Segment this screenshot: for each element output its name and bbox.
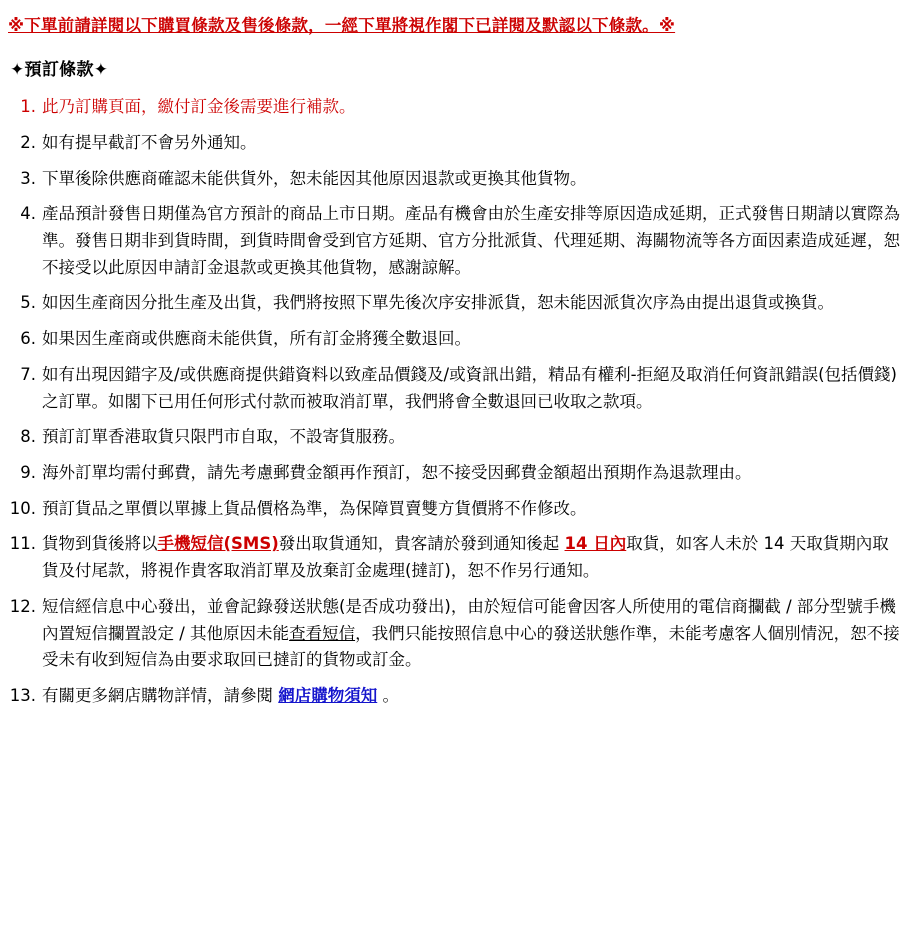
term-item bbox=[8, 594, 901, 674]
term-text: 預訂訂單香港取貨只限門市自取，不設寄貨服務。 bbox=[42, 427, 405, 447]
section-title: ✦預訂條款✦ bbox=[10, 60, 109, 81]
term-text: 下單後除供應商確認未能供貨外，恕未能因其他原因退款或更換其他貨物。 bbox=[42, 168, 587, 188]
term-item bbox=[8, 496, 901, 523]
term-text: 預訂貨品之單價以單據上貨品價格為準，為保障買賣雙方貨價將不作修改。 bbox=[42, 498, 587, 518]
term-text: 海外訂單均需付郵費，請先考慮郵費金額再作預訂，恕不接受因郵費金額超出預期作為退款理由。 bbox=[42, 463, 752, 482]
term-text: 如果因生產商或供應商未能供貨，所有訂金將獲全數退回。 bbox=[42, 329, 471, 349]
term-item bbox=[8, 424, 901, 451]
shopping-guide-link[interactable]: 網店購物須知 bbox=[278, 686, 378, 706]
term-item bbox=[8, 362, 901, 415]
highlight-text: 手機短信(SMS) bbox=[157, 534, 279, 554]
term-text: 短信經信息中心發出，並會記錄發送狀態(是否成功發出)，由於短信可能會因客人所使用的電信商攔截 / 部分型號手機內置短信攔置設定 / 其他原因未能 bbox=[42, 596, 896, 643]
term-text: 如因生產商因分批生產及出貨，我們將按照下單先後次序安排派貨，恕未能因派貨次序為由提出退貨或換貨。 bbox=[42, 293, 834, 313]
term-item bbox=[8, 166, 901, 193]
term-item bbox=[8, 290, 901, 317]
underlined-text: 查看短信 bbox=[289, 623, 356, 643]
term-item bbox=[8, 94, 901, 121]
term-item bbox=[8, 130, 901, 157]
term-text: 有關更多網店購物詳情，請參閱 bbox=[42, 686, 279, 706]
top-notice: ※下單前請詳閱以下購買條款及售後條款，一經下單將視作閣下已詳閱及默認以下條款。※ bbox=[8, 16, 676, 35]
terms-list bbox=[8, 94, 901, 710]
term-text: 如有出現因錯字及/或供應商提供錯資料以致產品價錢及/或資訊出錯，精品有權利-拒絕及取消任何資訊錯誤(包括價錢) 之訂單。如閣下已用任何形式付款而被取消訂單，我們將會全數退回已收取之款項。 bbox=[42, 364, 897, 411]
term-item bbox=[8, 326, 901, 353]
term-item bbox=[8, 531, 901, 584]
term-text: 取貨，如客人未於 14 天取貨期內取貨及付尾款，將視作貴客取消訂單及放棄訂金處理(撻訂)，恕不作另行通知。 bbox=[42, 534, 889, 581]
highlight-text: 14 日內 bbox=[564, 534, 627, 554]
term-text: 貨物到貨後將以 bbox=[42, 534, 158, 554]
term-item bbox=[8, 683, 901, 710]
term-text: ，我們只能按照信息中心的發送狀態作準，未能考慮客人個別情況，恕不接受未有收到短信為由要求取回已撻訂的貨物或訂金。 bbox=[42, 623, 900, 670]
term-text: 。 bbox=[377, 686, 399, 706]
term-text: 此乃訂購頁面，繳付訂金後需要進行補款。 bbox=[42, 97, 356, 117]
term-item bbox=[8, 460, 901, 487]
term-text: 產品預計發售日期僅為官方預計的商品上市日期。產品有機會由於生產安排等原因造成延期，正式發售日期請以實際為準。發售日期非到貨時間，到貨時間會受到官方延期、官方分批派貨、代理延期、海關物流等各方面因素造成延遲，恕不接受以此原因申請訂金退款或更換其他貨物，感謝諒解。 bbox=[42, 204, 900, 277]
term-text: 如有提早截訂不會另外通知。 bbox=[42, 132, 257, 152]
term-item bbox=[8, 201, 901, 281]
term-text: 發出取貨通知，貴客請於發到通知後起 bbox=[278, 534, 565, 554]
